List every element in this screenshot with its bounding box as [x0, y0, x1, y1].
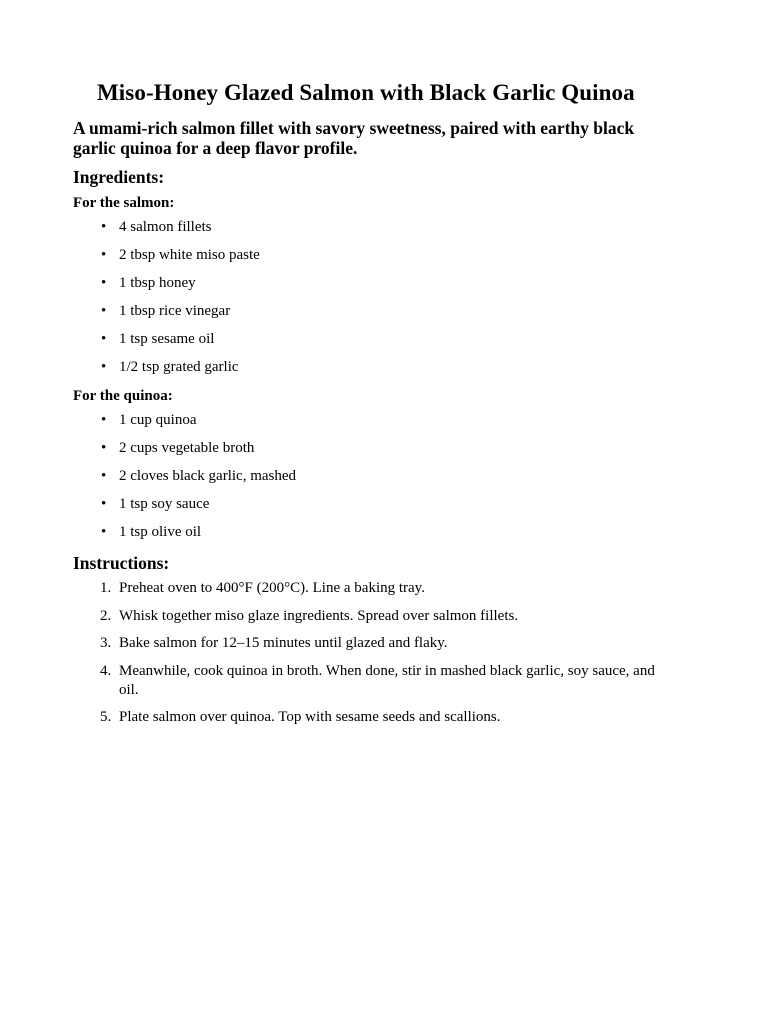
list-item — [101, 302, 672, 321]
bullet-icon: • — [101, 440, 107, 456]
list-item — [101, 523, 672, 542]
list-item-text: 1 tbsp rice vinegar — [119, 303, 231, 319]
step-number: 5. — [100, 709, 112, 725]
bullet-icon: • — [101, 496, 107, 512]
list-item-text: 1 cup quinoa — [119, 412, 197, 428]
instruction-step — [100, 634, 672, 653]
step-number: 4. — [100, 662, 112, 679]
instruction-step — [100, 708, 672, 727]
list-item — [101, 467, 672, 486]
instructions-list — [73, 579, 672, 727]
list-item — [101, 330, 672, 349]
list-item-text: 1/2 tsp grated garlic — [119, 359, 239, 375]
bullet-icon: • — [101, 524, 107, 540]
step-text: Meanwhile, cook quinoa in broth. When done, stir in mashed black garlic, soy sauce, and oil. — [119, 662, 655, 698]
step-number: 2. — [100, 607, 112, 624]
bullet-icon: • — [101, 359, 107, 375]
step-text: Bake salmon for 12–15 minutes until glazed and flaky. — [119, 635, 448, 651]
instruction-step — [100, 662, 672, 700]
step-text: Preheat oven to 400°F (200°C). Line a baking tray. — [119, 580, 425, 596]
list-item-text: 1 tbsp honey — [119, 275, 196, 291]
list-item — [101, 218, 672, 237]
bullet-icon: • — [101, 275, 107, 291]
step-number: 1. — [100, 580, 112, 596]
bullet-icon: • — [101, 412, 107, 428]
list-item — [101, 439, 672, 458]
bullet-icon: • — [101, 219, 107, 235]
quinoa-ingredients-heading: For the quinoa: — [73, 388, 173, 404]
list-item-text: 1 tsp olive oil — [119, 524, 202, 540]
list-item-text: 2 cloves black garlic, mashed — [119, 468, 297, 484]
instruction-step — [100, 579, 672, 598]
list-item — [101, 246, 672, 265]
instruction-step — [100, 607, 672, 626]
list-item — [101, 411, 672, 430]
recipe-title: Miso-Honey Glazed Salmon with Black Garlic Quinoa — [97, 80, 635, 105]
bullet-icon: • — [101, 331, 107, 347]
recipe-subtitle: A umami-rich salmon fillet with savory sweetness, paired with earthy black garlic quinoa for a deep flavor profile. — [73, 118, 635, 158]
bullet-icon: • — [101, 247, 107, 263]
step-number: 3. — [100, 635, 112, 651]
instructions-heading: Instructions: — [73, 553, 170, 573]
ingredients-heading: Ingredients: — [73, 167, 165, 187]
list-item — [101, 358, 672, 377]
salmon-ingredients-heading: For the salmon: — [73, 195, 175, 211]
list-item-text: 1 tsp sesame oil — [119, 331, 215, 347]
list-item-text: 2 tbsp white miso paste — [119, 247, 260, 263]
list-item — [101, 495, 672, 514]
salmon-ingredients-list — [73, 218, 672, 377]
list-item-text: 1 tsp soy sauce — [119, 496, 210, 512]
step-text: Whisk together miso glaze ingredients. Spread over salmon fillets. — [119, 607, 519, 624]
quinoa-ingredients-list — [73, 411, 672, 542]
list-item-text: 2 cups vegetable broth — [119, 440, 255, 456]
list-item-text: 4 salmon fillets — [119, 219, 212, 235]
bullet-icon: • — [101, 468, 107, 484]
step-text: Plate salmon over quinoa. Top with sesame seeds and scallions. — [119, 709, 501, 725]
bullet-icon: • — [101, 303, 107, 319]
list-item — [101, 274, 672, 293]
